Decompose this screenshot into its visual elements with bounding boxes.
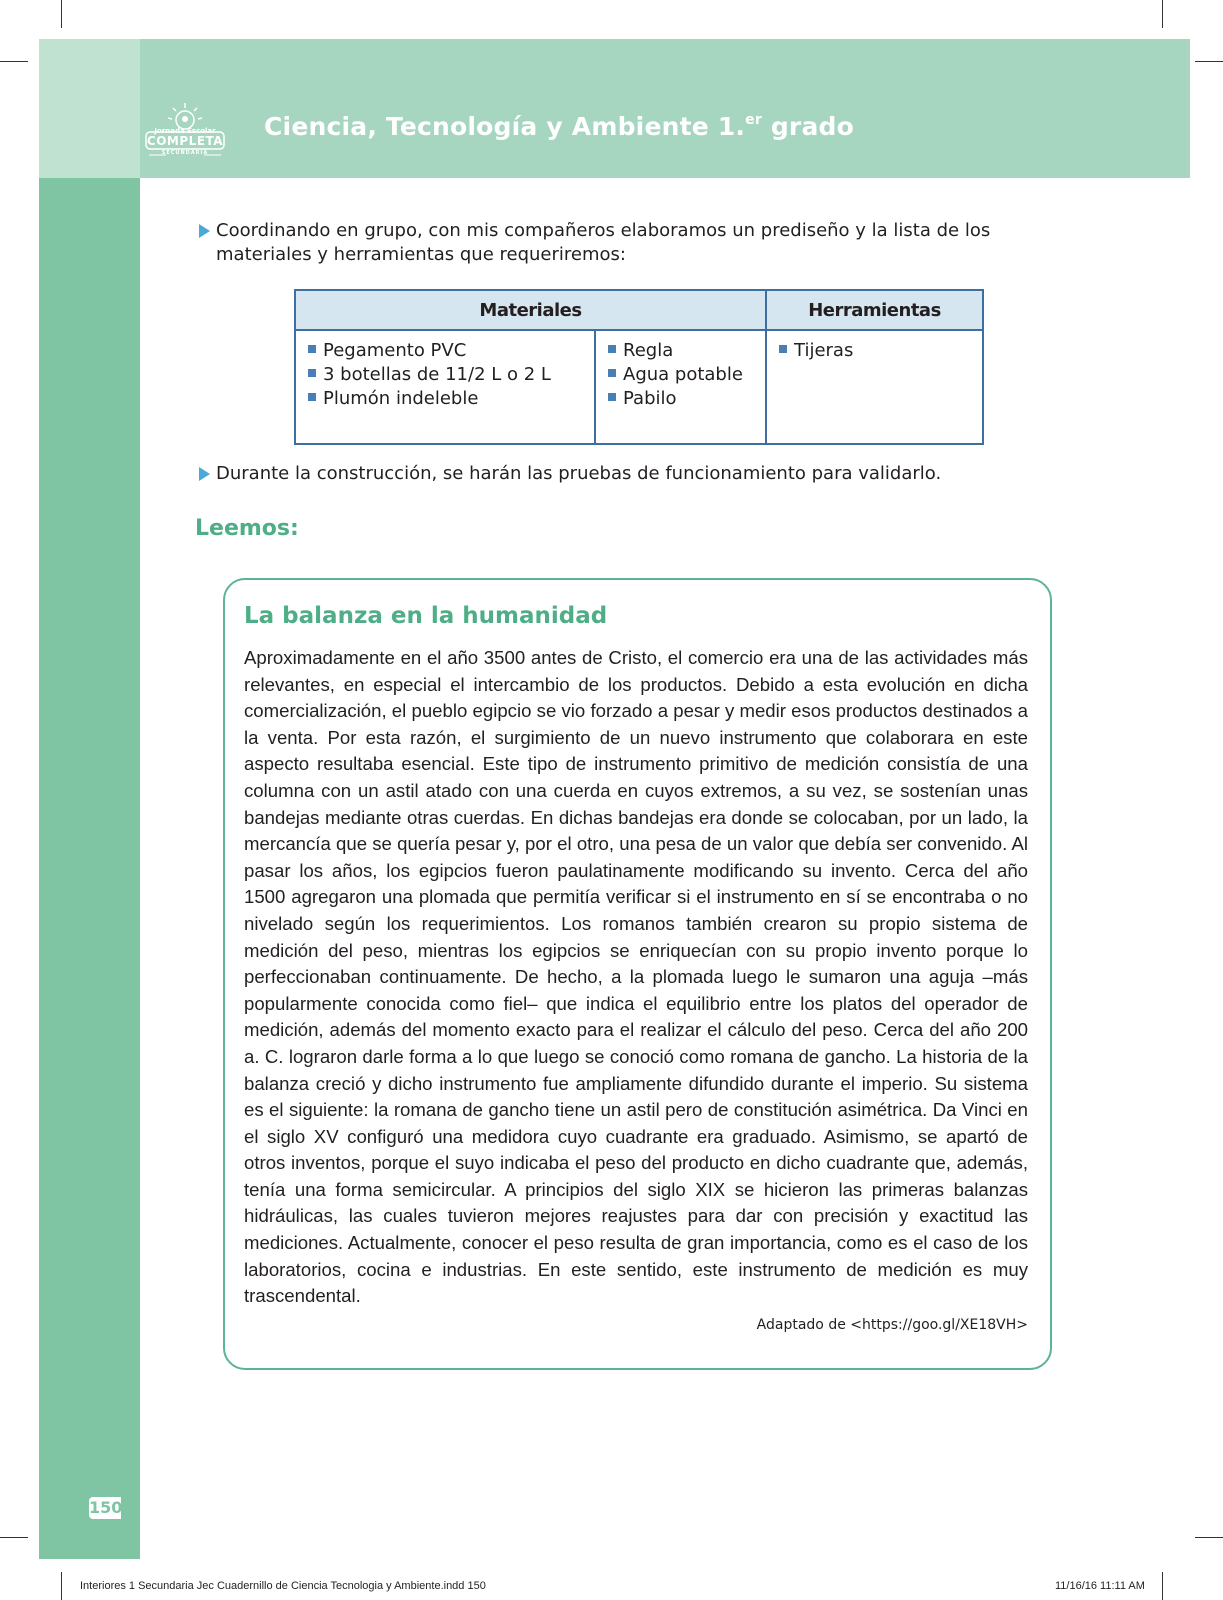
construction-bullet bbox=[199, 462, 1079, 486]
table-header-row bbox=[295, 290, 983, 330]
crop-mark bbox=[1162, 1572, 1163, 1600]
list-item bbox=[608, 339, 755, 363]
square-bullet-icon bbox=[308, 345, 316, 353]
square-bullet-icon bbox=[779, 345, 787, 353]
page-number: 150 bbox=[89, 1498, 123, 1517]
item-label: Agua potable bbox=[623, 364, 743, 385]
list-item bbox=[608, 387, 755, 411]
crop-mark bbox=[1195, 61, 1223, 62]
page-header-title bbox=[264, 112, 854, 141]
header-band-corner bbox=[39, 39, 140, 178]
intro-bullet-text: Coordinando en grupo, con mis compañeros elaboramos un prediseño y la lista de los materiales y herramientas que requeriremos: bbox=[216, 220, 991, 265]
list-item bbox=[308, 363, 584, 387]
item-label: Plumón indeleble bbox=[323, 388, 479, 409]
triangle-bullet-icon bbox=[199, 224, 210, 238]
crop-mark bbox=[61, 1572, 62, 1600]
logo-text-sub: SECUNDARIA bbox=[161, 150, 209, 156]
list-item bbox=[308, 387, 584, 411]
footer-timestamp: 11/16/16 11:11 AM bbox=[1055, 1580, 1145, 1592]
triangle-bullet-icon bbox=[199, 467, 210, 481]
side-bar bbox=[39, 178, 140, 1559]
herramientas-cell bbox=[766, 330, 983, 444]
reading-title: La balanza en la humanidad bbox=[244, 603, 608, 629]
materiales-cell-1 bbox=[295, 330, 595, 444]
logo-text-main: COMPLETA bbox=[146, 134, 224, 148]
crop-mark bbox=[0, 61, 28, 62]
list-item bbox=[608, 363, 755, 387]
item-label: Tijeras bbox=[794, 340, 854, 361]
crop-mark bbox=[61, 0, 62, 28]
list-item bbox=[779, 339, 972, 363]
square-bullet-icon bbox=[308, 369, 316, 377]
square-bullet-icon bbox=[608, 369, 616, 377]
intro-bullet bbox=[199, 219, 1079, 267]
item-label: Regla bbox=[623, 340, 674, 361]
square-bullet-icon bbox=[608, 345, 616, 353]
materials-table bbox=[294, 289, 984, 445]
item-label: Pegamento PVC bbox=[323, 340, 467, 361]
reading-body: Aproximadamente en el año 3500 antes de Cristo, el comercio era una de las actividades más relevantes, en especial el intercambio de los productos. Debido a esta evolución en dicha comercialización, el pueblo egipcio se vio forzado a pesar y medir esos productos destinados a la venta. Por esta razón, el surgimiento de un nuevo instrumento que colaborara en este aspecto resultaba esencial. Este tipo de instrumento primitivo de medición consistía de una columna con un astil atado con una cuerda en cuyos extremos, a su vez, se sostenían unas bandejas mediante otras cuerdas. En dichas bandejas era donde se colocaban, por un lado, la mercancía que se quería pesar y, por el otro, una pesa de un valor que debía ser convenido. Al pasar los años, los egipcios fueron paulatinamente modificando su invento. Cerca del año 1500 agregaron una plomada que permitía verificar si el instrumento en sí se encontraba o no nivelado según los requerimientos. Los romanos también crearon su propio sistema de medición del peso, mientras los egipcios se enriquecían con su propio invento porque lo perfeccionaban continuamente. De hecho, a la plomada luego le sumaron una aguja –más popularmente conocida como fiel– que indica el equilibrio entre los platos del operador de medición, además del momento exacto para el realizar el cálculo del peso. Cerca del año 200 a. C. lograron darle forma a lo que luego se conoció como romana de gancho. La historia de la balanza creció y dicho instrumento fue ampliamente difundido durante el imperio. Su sistema es el siguiente: la romana de gancho tiene un astil pero de constitución asimétrica. Da Vinci en el siglo XV configuró una medidora cuyo cuadrante era graduado. Asimismo, se apartó de otros inventos, porque el suyo indicaba el peso del producto en dicho cuadrante que, además, tenía una forma semicircular. A principios del siglo XIX se hicieron las primeras balanzas hidráulicas, las cuales tuvieron mejores reajustes para dar con precisión y exactitud las mediciones. Actualmente, conocer el peso resulta de gran importancia, como es el caso de los laboratorios, cocina e industrias. En este sentido, este instrumento de medición es muy trascendental. bbox=[244, 647, 1028, 1307]
materiales-header: Materiales bbox=[295, 290, 766, 330]
square-bullet-icon bbox=[308, 393, 316, 401]
crop-mark bbox=[0, 1537, 28, 1538]
crop-mark bbox=[1195, 1537, 1223, 1538]
logo-text-top: Jornada Escolar bbox=[154, 127, 216, 135]
construction-bullet-text: Durante la construcción, se harán las pruebas de funcionamiento para validarlo. bbox=[216, 463, 942, 484]
section-label: Leemos: bbox=[195, 516, 299, 541]
table-row bbox=[295, 330, 983, 444]
header-title-sup: er bbox=[745, 112, 762, 128]
footer-file-slug: Interiores 1 Secundaria Jec Cuadernillo de Ciencia Tecnologia y Ambiente.indd 150 bbox=[80, 1580, 486, 1592]
reading-source: Adaptado de <https://goo.gl/XE18VH> bbox=[756, 1317, 1028, 1333]
item-label: 3 botellas de 11/2 L o 2 L bbox=[323, 364, 551, 385]
header-title-end: grado bbox=[761, 112, 855, 141]
crop-mark bbox=[1162, 0, 1163, 28]
materiales-cell-2 bbox=[595, 330, 766, 444]
herramientas-header: Herramientas bbox=[766, 290, 983, 330]
list-item bbox=[308, 339, 584, 363]
header-title-main: Ciencia, Tecnología y Ambiente 1. bbox=[264, 112, 746, 141]
item-label: Pabilo bbox=[623, 388, 677, 409]
square-bullet-icon bbox=[608, 393, 616, 401]
